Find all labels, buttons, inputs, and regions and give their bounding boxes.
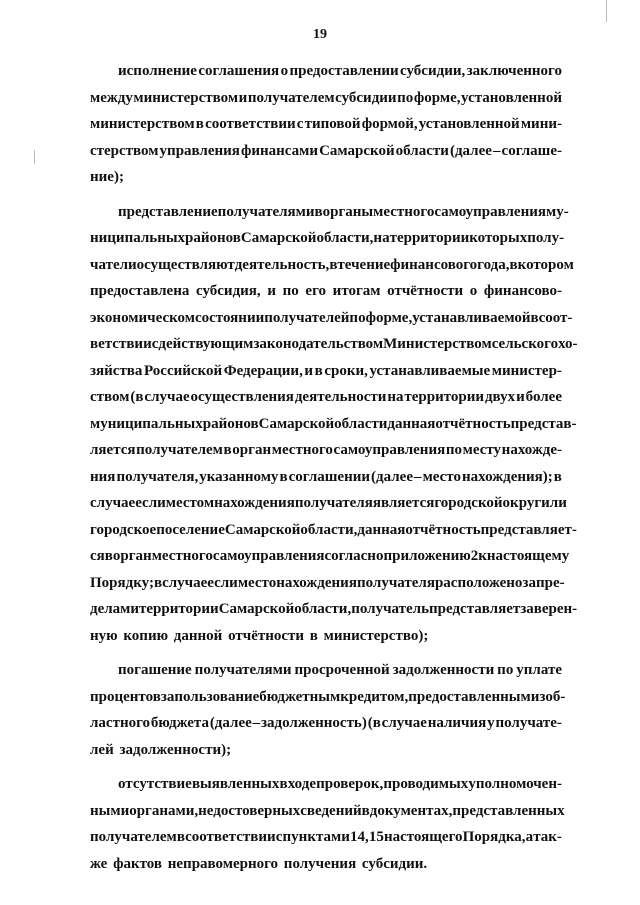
scan-mark [606,0,607,22]
text-line: ния получателя, указанному в соглашении (далее – место нахождения); в [90,468,562,485]
text-line: стерством управления финансами Самарской области (далее – соглаше- [90,142,562,159]
text-line: ветствии с действующим законодательством Министерством сельского хо- [90,336,578,352]
paragraph [90,58,562,191]
text-line: лей задолженности); [90,741,232,758]
text-line: случае если местом нахождения получателя является городской округ или [90,495,567,511]
text-line: зяйства Российской Федерации, и в сроки, устанавливаемые министер- [90,362,562,379]
text-line: получателем в соответствии с пунктами 14, 15 настоящего Порядка, а так- [90,829,562,845]
text-line: ством (в случае осуществления деятельности на территории двух и более [90,389,562,405]
text-line: исполнение соглашения о предоставлении субсидии, заключенного [118,63,562,79]
page-number: 19 [313,27,327,42]
text-line: погашение получателями просроченной задолженности по уплате [118,662,562,678]
paragraph [90,199,578,650]
text-line: же фактов неправомерного получения субсидии. [90,855,428,872]
text-line: экономическом состоянии получателей по форме, устанавливаемой в соот- [90,309,573,326]
text-line: ляется получателем в орган местного самоуправления по месту нахожде- [90,442,562,458]
text-line: делами территории Самарской области, получатель представляет заверен- [90,601,578,617]
text-line: предоставлена субсидия, и по его итогам отчётности о финансово- [90,283,562,299]
text-line: чатели осуществляют деятельность, в течение финансового года, в котором [90,256,574,273]
text-line: между министерством и получателем субсидии по форме, установленной [90,89,562,106]
text-line: представление получателями в органы местного самоуправления му- [118,203,569,220]
text-line: министерством в соответствии с типовой формой, установленной мини- [90,116,562,132]
text-line: Порядку; в случае если место нахождения получателя расположено за пре- [90,574,565,591]
text-line: муниципальных районов Самарской области данная отчётность представ- [90,415,577,432]
text-line: городское поселение Самарской области, данная отчётность представляет- [90,521,577,538]
text-line: ными органами, недостоверных сведений в документах, представленных [90,802,565,819]
text-line: ластного бюджета (далее – задолженность) (в случае наличия у получате- [90,715,562,731]
paragraph [90,657,566,763]
text-line: ную копию данной отчётности в министерство); [90,627,429,644]
document-body [90,58,578,877]
paragraph [90,771,565,877]
text-line: ся в орган местного самоуправления согласно приложению 2 к настоящему [90,548,570,564]
text-line: отсутствие выявленных в ходе проверок, проводимых уполномочен- [118,776,562,792]
text-line: процентов за пользование бюджетным кредитом, предоставленным из об- [90,688,566,705]
scan-mark [34,150,35,164]
text-line: ние); [90,169,124,185]
text-line: ниципальных районов Самарской области, на территории которых полу- [90,230,565,246]
